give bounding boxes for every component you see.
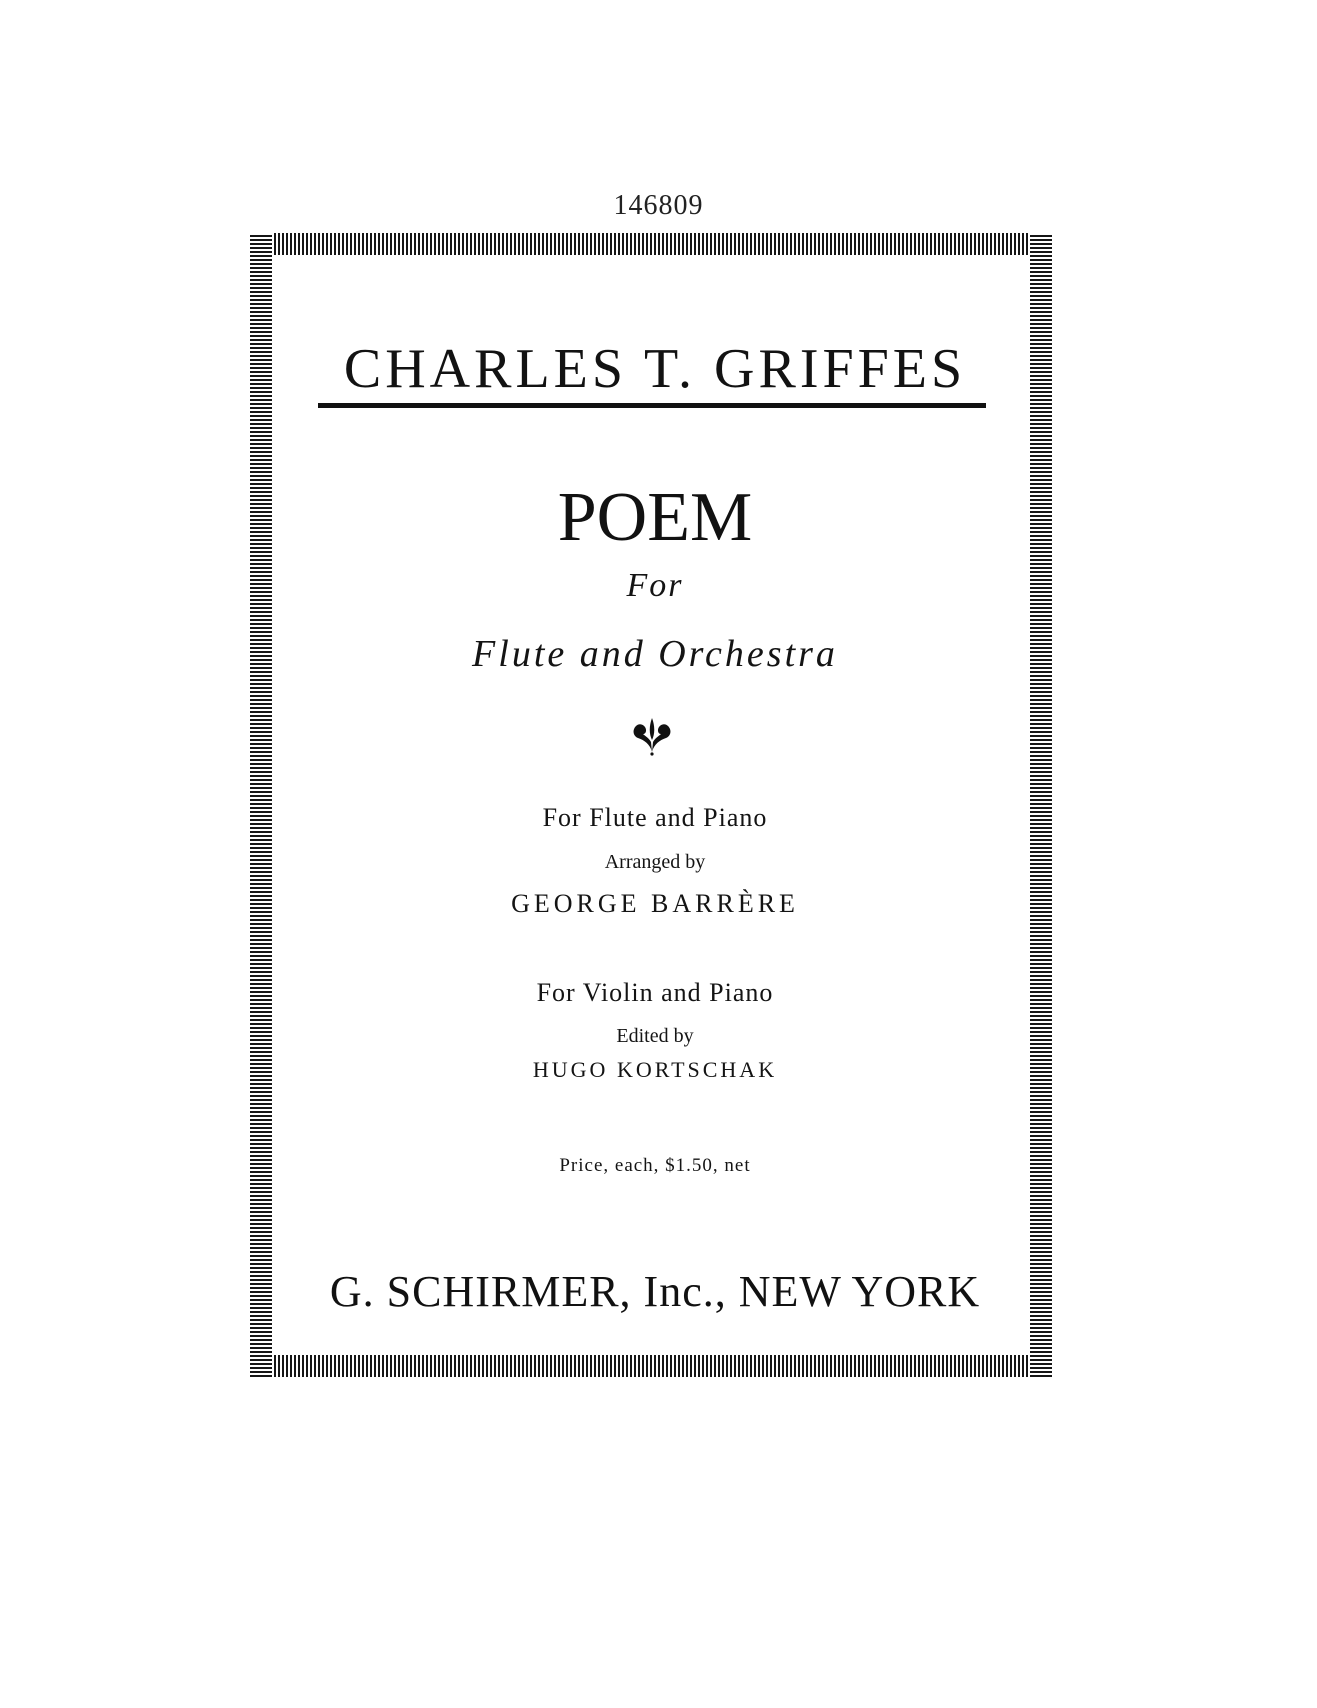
edited-by-label: Edited by bbox=[616, 1025, 694, 1047]
border-top bbox=[250, 233, 1052, 255]
border-left bbox=[250, 233, 272, 1377]
arranger-name: GEORGE BARRÈRE bbox=[511, 889, 799, 918]
edition-flute-piano: For Flute and Piano bbox=[542, 803, 768, 832]
border-bottom bbox=[250, 1355, 1052, 1377]
composer-name: CHARLES T. GRIFFES bbox=[343, 338, 967, 400]
for-line: For bbox=[626, 567, 684, 604]
price-line: Price, each, $1.50, net bbox=[559, 1155, 751, 1176]
page-title: POEM bbox=[557, 479, 753, 556]
fleuron-ornament-icon bbox=[630, 712, 674, 756]
editor-name: HUGO KORTSCHAK bbox=[532, 1057, 778, 1082]
catalog-number: 146809 bbox=[613, 190, 704, 221]
instrumentation: Flute and Orchestra bbox=[472, 633, 838, 675]
composer-underline bbox=[318, 403, 986, 408]
publisher: G. SCHIRMER, Inc., NEW YORK bbox=[329, 1267, 981, 1316]
edition-violin-piano: For Violin and Piano bbox=[536, 978, 774, 1007]
arranged-by-label: Arranged by bbox=[604, 851, 706, 873]
